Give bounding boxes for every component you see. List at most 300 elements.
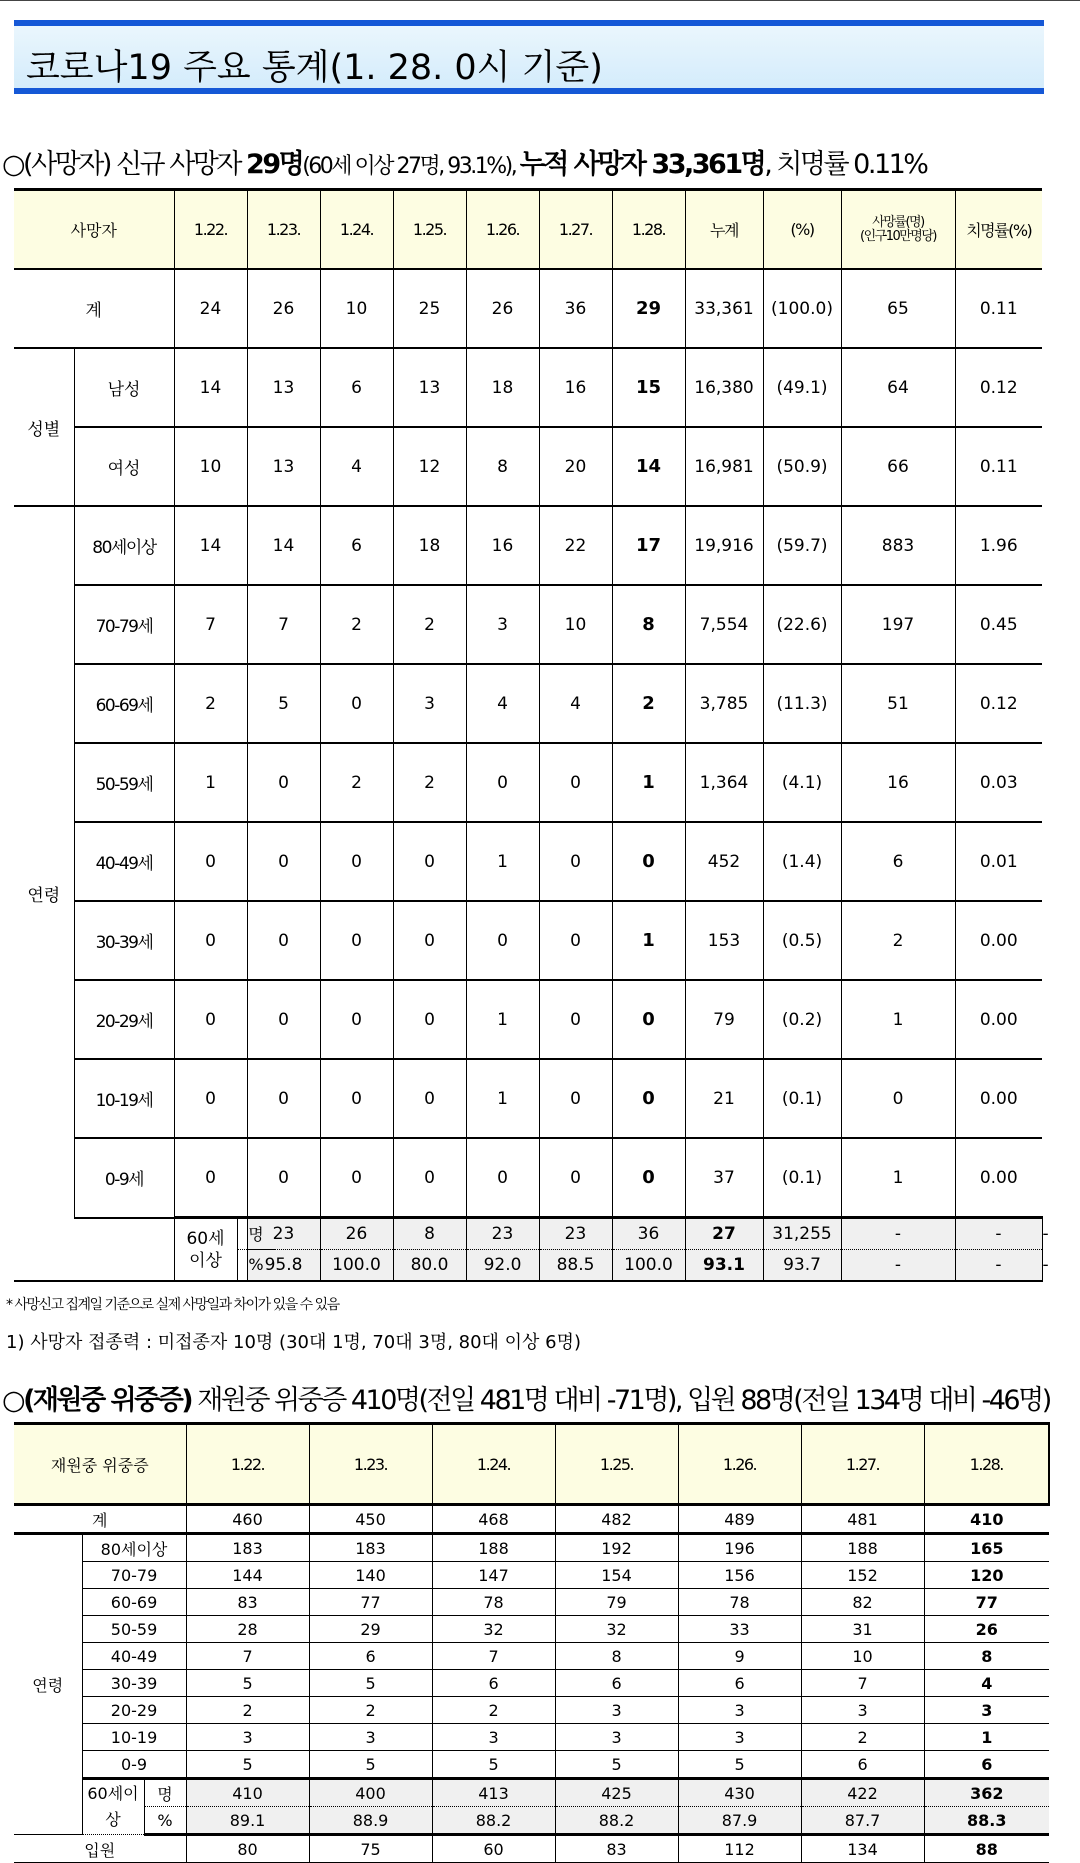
deaths-table: [14, 188, 1049, 1282]
data-cell: 6: [555, 1670, 678, 1697]
data-cell: 2: [393, 743, 466, 822]
data-cell: 6: [678, 1670, 801, 1697]
data-cell: 18: [393, 506, 466, 585]
row-label: 10-19: [82, 1724, 186, 1751]
data-cell: 452: [685, 822, 763, 901]
over60-pct-unit: %: [144, 1807, 186, 1835]
data-cell: 16,981: [685, 427, 763, 506]
data-cell: 188: [801, 1534, 924, 1562]
data-cell: 7: [186, 1643, 309, 1670]
data-cell: 1: [466, 980, 539, 1059]
data-cell: 0: [539, 901, 612, 980]
data-cell: 7: [174, 585, 247, 664]
section2-heading: [2, 1378, 1050, 1417]
data-cell: (0.2): [763, 980, 841, 1059]
data-cell: 88.2: [432, 1807, 555, 1835]
data-cell: 23: [539, 1218, 612, 1250]
deaths-row: [14, 1138, 1042, 1218]
data-cell: 152: [801, 1562, 924, 1589]
critical-row: [14, 1643, 1049, 1670]
data-cell: 93.7: [763, 1250, 841, 1282]
row-label: 60-69: [82, 1589, 186, 1616]
critical-header-cell: 1.25.: [555, 1424, 678, 1505]
data-cell: 3: [924, 1697, 1049, 1724]
data-cell: 3: [555, 1697, 678, 1724]
data-cell: (11.3): [763, 664, 841, 743]
data-cell: 82: [801, 1589, 924, 1616]
data-cell: 3: [309, 1724, 432, 1751]
critical-row: [14, 1724, 1049, 1751]
row-label: 40-49세: [74, 822, 174, 901]
data-cell: 5: [247, 664, 320, 743]
data-cell: 0: [320, 980, 393, 1059]
data-cell: 489: [678, 1505, 801, 1534]
data-cell: -: [841, 1250, 955, 1282]
data-cell: 13: [247, 348, 320, 427]
data-cell: 8: [466, 427, 539, 506]
data-cell: 6: [841, 822, 955, 901]
data-cell: 33,361: [685, 269, 763, 348]
over60-count-row: [14, 1779, 1049, 1807]
data-cell: 36: [539, 269, 612, 348]
data-cell: 183: [186, 1534, 309, 1562]
data-cell: 192: [555, 1534, 678, 1562]
row-label: 10-19세: [74, 1059, 174, 1138]
critical-row: [14, 1534, 1049, 1562]
data-cell: 22: [539, 506, 612, 585]
data-cell: (50.9): [763, 427, 841, 506]
data-cell: 153: [685, 901, 763, 980]
data-cell: 0: [612, 980, 685, 1059]
data-cell: 23: [247, 1218, 320, 1250]
row-label: 30-39: [82, 1670, 186, 1697]
section1-heading: [2, 142, 926, 181]
data-cell: 1: [924, 1724, 1049, 1751]
critical-table: [14, 1422, 1050, 1863]
data-cell: 20: [539, 427, 612, 506]
data-cell: 1.96: [955, 506, 1042, 585]
data-cell: (4.1): [763, 743, 841, 822]
data-cell: 0: [466, 743, 539, 822]
critical-row: [14, 1589, 1049, 1616]
section1-detail: (60세 이상 27명, 93.1%),: [302, 154, 520, 179]
data-cell: 100.0: [320, 1250, 393, 1282]
data-cell: 0.03: [955, 743, 1042, 822]
data-cell: 1: [466, 1059, 539, 1138]
data-cell: 7: [247, 585, 320, 664]
title-banner: [14, 20, 1044, 94]
data-cell: 4: [924, 1670, 1049, 1697]
data-cell: 16: [539, 348, 612, 427]
data-cell: 0: [320, 1138, 393, 1218]
data-cell: 188: [432, 1534, 555, 1562]
critical-row: [14, 1751, 1049, 1779]
data-cell: 0: [247, 1059, 320, 1138]
critical-header-cell: 1.23.: [309, 1424, 432, 1505]
deaths-header-cell: 1.26.: [466, 190, 539, 270]
top-rule: [0, 0, 1080, 1]
data-cell: 8: [924, 1643, 1049, 1670]
over60-pct-unit: %: [237, 1250, 275, 1281]
data-cell: 0: [320, 1059, 393, 1138]
section2-prefix: ○: [2, 1385, 24, 1416]
over60-label-cell: [174, 1218, 264, 1282]
data-cell: 87.7: [801, 1807, 924, 1835]
data-cell: 0: [174, 901, 247, 980]
data-cell: 21: [685, 1059, 763, 1138]
row-label: 50-59세: [74, 743, 174, 822]
data-cell: 51: [841, 664, 955, 743]
data-cell: 5: [309, 1751, 432, 1779]
data-cell: 16: [841, 743, 955, 822]
data-cell: 16: [466, 506, 539, 585]
critical-header-cell: 1.27.: [801, 1424, 924, 1505]
data-cell: -: [955, 1250, 1042, 1282]
group-label-age: 연령: [14, 506, 74, 1281]
data-cell: 77: [924, 1589, 1049, 1616]
critical-header-cell: 1.24.: [432, 1424, 555, 1505]
data-cell: 15: [612, 348, 685, 427]
data-cell: 0: [247, 822, 320, 901]
data-cell: 79: [685, 980, 763, 1059]
data-cell: 1: [841, 1138, 955, 1218]
data-cell: 9: [678, 1643, 801, 1670]
data-cell: 1,364: [685, 743, 763, 822]
data-cell: 144: [186, 1562, 309, 1589]
data-cell: 0: [320, 901, 393, 980]
data-cell: 0: [320, 822, 393, 901]
data-cell: 32: [432, 1616, 555, 1643]
data-cell: 0: [466, 901, 539, 980]
data-cell: 29: [309, 1616, 432, 1643]
data-cell: 0: [393, 822, 466, 901]
data-cell: 0: [539, 1059, 612, 1138]
data-cell: 5: [555, 1751, 678, 1779]
deaths-row: [14, 585, 1042, 664]
data-cell: 6: [801, 1751, 924, 1779]
data-cell: 1: [841, 980, 955, 1059]
section1-prefix: ○(사망자) 신규 사망자: [2, 149, 247, 180]
deaths-row: [14, 269, 1042, 348]
data-cell: 362: [924, 1779, 1049, 1807]
data-cell: 5: [309, 1670, 432, 1697]
section1-cumulative: 누적 사망자 33,361명: [519, 149, 765, 180]
data-cell: 3: [186, 1724, 309, 1751]
data-cell: -: [841, 1218, 955, 1250]
data-cell: 0.12: [955, 348, 1042, 427]
data-cell: 3,785: [685, 664, 763, 743]
deaths-header-row: [14, 190, 1042, 270]
data-cell: 12: [393, 427, 466, 506]
data-cell: 120: [924, 1562, 1049, 1589]
data-cell: 32: [555, 1616, 678, 1643]
data-cell: 75: [309, 1835, 432, 1863]
data-cell: (1.4): [763, 822, 841, 901]
data-cell: 2: [174, 664, 247, 743]
data-cell: 1: [612, 901, 685, 980]
row-label: 0-9세: [74, 1138, 174, 1218]
over60-count-unit: 명: [144, 1779, 186, 1807]
data-cell: (49.1): [763, 348, 841, 427]
critical-header-cell: 1.22.: [186, 1424, 309, 1505]
row-label: 40-49: [82, 1643, 186, 1670]
data-cell: 78: [432, 1589, 555, 1616]
data-cell: 430: [678, 1779, 801, 1807]
data-cell: 0: [393, 980, 466, 1059]
data-cell: 0.01: [955, 822, 1042, 901]
section1-new-deaths: 29명: [246, 149, 303, 180]
data-cell: 6: [432, 1670, 555, 1697]
data-cell: 197: [841, 585, 955, 664]
section1-fatality: , 치명률 0.11%: [764, 149, 927, 180]
data-cell: 154: [555, 1562, 678, 1589]
data-cell: 88.3: [924, 1807, 1049, 1835]
row-label: 30-39세: [74, 901, 174, 980]
data-cell: 0: [539, 743, 612, 822]
data-cell: 80: [186, 1835, 309, 1863]
deaths-row: [14, 348, 1042, 427]
deaths-header-cell: 1.22.: [174, 190, 247, 270]
row-label: 50-59: [82, 1616, 186, 1643]
critical-row: [14, 1670, 1049, 1697]
data-cell: 65: [841, 269, 955, 348]
data-cell: 400: [309, 1779, 432, 1807]
data-cell: 5: [186, 1751, 309, 1779]
deaths-header-cell: 1.24.: [320, 190, 393, 270]
data-cell: 0: [612, 1138, 685, 1218]
data-cell: 28: [186, 1616, 309, 1643]
data-cell: 25: [393, 269, 466, 348]
deaths-header-cell: 1.23.: [247, 190, 320, 270]
data-cell: 410: [186, 1779, 309, 1807]
deaths-header-cell: 1.25.: [393, 190, 466, 270]
data-cell: 4: [320, 427, 393, 506]
data-cell: 0.00: [955, 980, 1042, 1059]
data-cell: (0.5): [763, 901, 841, 980]
row-label: 60-69세: [74, 664, 174, 743]
data-cell: 95.8: [247, 1250, 320, 1282]
data-cell: 79: [555, 1589, 678, 1616]
data-cell: 481: [801, 1505, 924, 1534]
data-cell: 6: [309, 1643, 432, 1670]
over60-label: 60세 이상: [186, 1228, 225, 1271]
data-cell: 88: [924, 1835, 1049, 1863]
data-cell: 19,916: [685, 506, 763, 585]
data-cell: 196: [678, 1534, 801, 1562]
critical-row: [14, 1616, 1049, 1643]
data-cell: 0: [174, 822, 247, 901]
data-cell: 10: [539, 585, 612, 664]
data-cell: 0: [841, 1059, 955, 1138]
data-cell: 60: [432, 1835, 555, 1863]
section2-tag: (재원중 위중증): [23, 1385, 192, 1416]
data-cell: 422: [801, 1779, 924, 1807]
data-cell: 883: [841, 506, 955, 585]
deaths-row: [14, 664, 1042, 743]
critical-header-cell: 재원중 위중증: [14, 1424, 186, 1505]
data-cell: 2: [841, 901, 955, 980]
data-cell: 0.12: [955, 664, 1042, 743]
data-cell: 8: [612, 585, 685, 664]
data-cell: 0: [539, 1138, 612, 1218]
data-cell: 147: [432, 1562, 555, 1589]
data-cell: 13: [393, 348, 466, 427]
data-cell: (0.1): [763, 1059, 841, 1138]
data-cell: 3: [393, 664, 466, 743]
data-cell: 37: [685, 1138, 763, 1218]
over60-count-row: 60세 이상 명 % 23 26 8 23 23 36 27 31,255 - - -: [14, 1218, 1042, 1250]
data-cell: 14: [612, 427, 685, 506]
data-cell: 1: [174, 743, 247, 822]
deaths-row: [14, 822, 1042, 901]
data-cell: 36: [612, 1218, 685, 1250]
deaths-header-cell: 치명률(%): [955, 190, 1042, 270]
data-cell: 2: [309, 1697, 432, 1724]
over60-label: 60세이 상: [82, 1779, 144, 1835]
data-cell: 6: [320, 506, 393, 585]
data-cell: 0: [393, 901, 466, 980]
data-cell: 0: [247, 980, 320, 1059]
data-cell: 14: [247, 506, 320, 585]
critical-header-cell: 1.26.: [678, 1424, 801, 1505]
data-cell: (22.6): [763, 585, 841, 664]
deaths-row: [14, 743, 1042, 822]
deaths-row: [14, 427, 1042, 506]
data-cell: 10: [801, 1643, 924, 1670]
data-cell: 10: [174, 427, 247, 506]
deaths-header-cell: 1.28.: [612, 190, 685, 270]
data-cell: 0.00: [955, 1138, 1042, 1218]
data-cell: 24: [174, 269, 247, 348]
data-cell: 0: [320, 664, 393, 743]
deaths-header-cell: 1.27.: [539, 190, 612, 270]
data-cell: 80.0: [393, 1250, 466, 1282]
row-label: 70-79세: [74, 585, 174, 664]
data-cell: 87.9: [678, 1807, 801, 1835]
data-cell: 482: [555, 1505, 678, 1534]
data-cell: 6: [924, 1751, 1049, 1779]
data-cell: 0: [612, 822, 685, 901]
row-label: 남성: [74, 348, 174, 427]
over60-pct-row: [14, 1807, 1049, 1835]
data-cell: 29: [612, 269, 685, 348]
row-label: 여성: [74, 427, 174, 506]
data-cell: 0: [393, 1138, 466, 1218]
row-label: 80세이상: [74, 506, 174, 585]
data-cell: 0: [247, 901, 320, 980]
data-cell: 33: [678, 1616, 801, 1643]
data-cell: 88.5: [539, 1250, 612, 1282]
data-cell: 100.0: [612, 1250, 685, 1282]
data-cell: 0: [466, 1138, 539, 1218]
critical-total-row: [14, 1505, 1049, 1534]
data-cell: 183: [309, 1534, 432, 1562]
data-cell: 0: [174, 980, 247, 1059]
data-cell: 14: [174, 348, 247, 427]
row-label: 계: [14, 1505, 186, 1534]
data-cell: 1: [466, 822, 539, 901]
data-cell: 0: [247, 743, 320, 822]
row-label: 20-29세: [74, 980, 174, 1059]
data-cell: 8: [555, 1643, 678, 1670]
data-cell: 31,255: [763, 1218, 841, 1250]
note-death-report: * 사망신고 집계일 기준으로 실제 사망일과 차이가 있을 수 있음: [6, 1297, 339, 1313]
data-cell: 2: [186, 1697, 309, 1724]
page-title: 코로나19 주요 통계(1. 28. 0시 기준): [26, 48, 603, 88]
critical-header-row: [14, 1424, 1049, 1505]
group-label-sex: 성별: [14, 348, 74, 506]
data-cell: 7: [432, 1643, 555, 1670]
data-cell: 88.2: [555, 1807, 678, 1835]
data-cell: 78: [678, 1589, 801, 1616]
data-cell: 0.11: [955, 427, 1042, 506]
data-cell: 2: [801, 1724, 924, 1751]
row-label: 20-29: [82, 1697, 186, 1724]
data-cell: 2: [320, 585, 393, 664]
data-cell: 0.00: [955, 901, 1042, 980]
data-cell: 460: [186, 1505, 309, 1534]
data-cell: 14: [174, 506, 247, 585]
data-cell: 3: [678, 1724, 801, 1751]
data-cell: 64: [841, 348, 955, 427]
critical-admit-row: [14, 1835, 1049, 1863]
data-cell: 0: [247, 1138, 320, 1218]
data-cell: (59.7): [763, 506, 841, 585]
data-cell: 92.0: [466, 1250, 539, 1282]
row-label: 80세이상: [82, 1534, 186, 1562]
data-cell: 26: [320, 1218, 393, 1250]
data-cell: 3: [555, 1724, 678, 1751]
data-cell: 7,554: [685, 585, 763, 664]
data-cell: 3: [678, 1697, 801, 1724]
row-label: 0-9: [82, 1751, 186, 1779]
data-cell: 7: [801, 1670, 924, 1697]
data-cell: 93.1: [685, 1250, 763, 1282]
data-cell: 410: [924, 1505, 1049, 1534]
data-cell: 156: [678, 1562, 801, 1589]
critical-row: [14, 1562, 1049, 1589]
critical-row: [14, 1697, 1049, 1724]
row-label: 계: [14, 269, 174, 348]
data-cell: 0.11: [955, 269, 1042, 348]
data-cell: 3: [432, 1724, 555, 1751]
data-cell: 27: [685, 1218, 763, 1250]
data-cell: 0: [539, 980, 612, 1059]
age-group-spacer: [74, 1218, 174, 1282]
data-cell: 2: [393, 585, 466, 664]
data-cell: 0: [174, 1138, 247, 1218]
data-cell: 468: [432, 1505, 555, 1534]
data-cell: 4: [539, 664, 612, 743]
data-cell: 16,380: [685, 348, 763, 427]
data-cell: 89.1: [186, 1807, 309, 1835]
data-cell: 0: [539, 822, 612, 901]
data-cell: 0.45: [955, 585, 1042, 664]
data-cell: 13: [247, 427, 320, 506]
data-cell: 2: [320, 743, 393, 822]
data-cell: 31: [801, 1616, 924, 1643]
critical-header-cell: 1.28.: [924, 1424, 1049, 1505]
data-cell: 77: [309, 1589, 432, 1616]
deaths-row: [14, 1059, 1042, 1138]
data-cell: 5: [432, 1751, 555, 1779]
data-cell: (0.1): [763, 1138, 841, 1218]
deaths-header-cell: 사망률(명) (인구10만명당): [841, 190, 955, 270]
data-cell: 425: [555, 1779, 678, 1807]
data-cell: 5: [678, 1751, 801, 1779]
data-cell: 112: [678, 1835, 801, 1863]
group-label-age: 연령: [14, 1534, 82, 1835]
